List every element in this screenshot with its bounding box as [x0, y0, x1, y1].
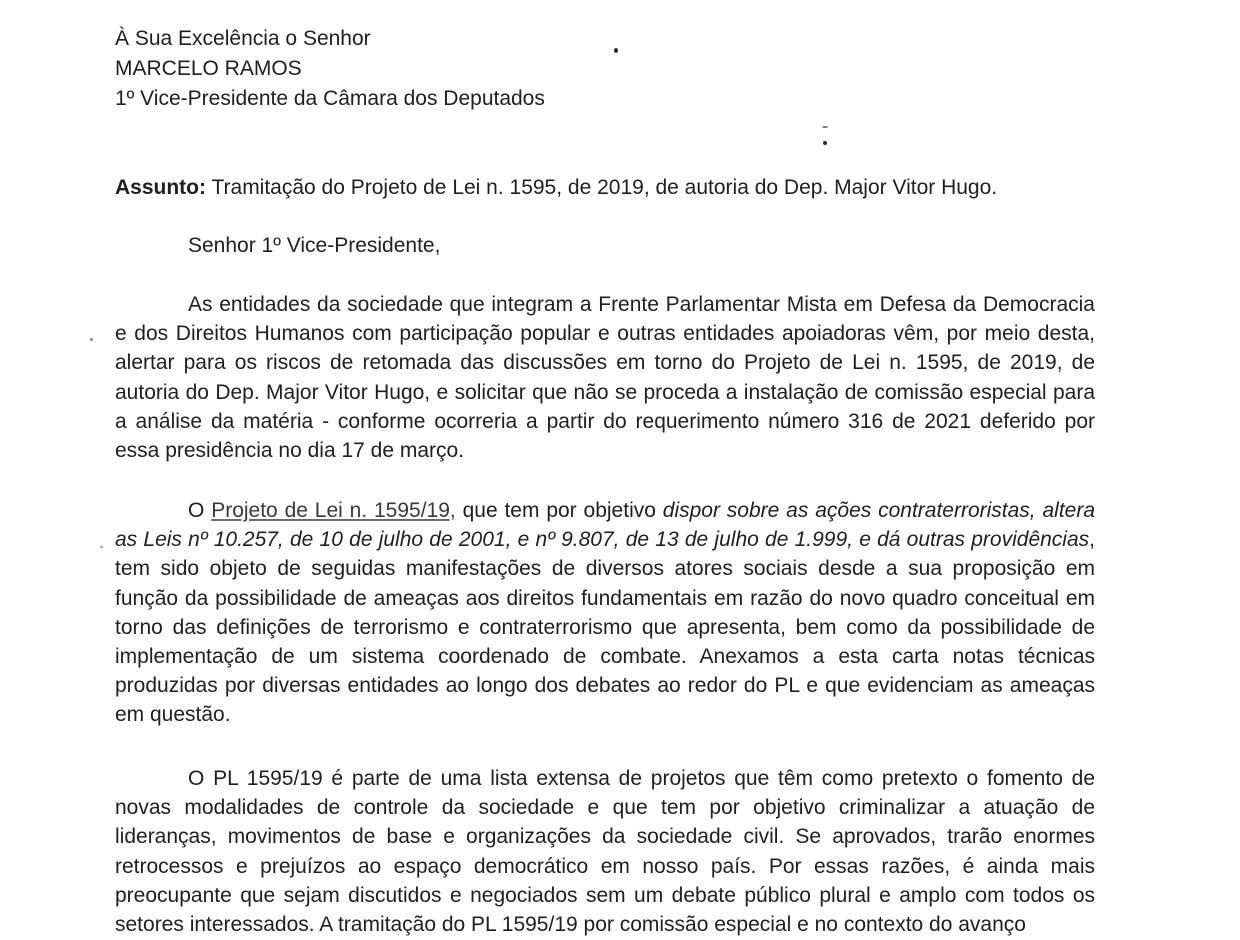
paragraph-2-rest: , tem sido objeto de seguidas manifestações de diversos atores sociais desde a sua proposição em função da possibilidade de ameaças aos direitos fundamentais em razão do novo quadro conceitual em torno das definições de terrorismo e contraterrorismo que apresenta, bem como da possibilidade de implementação de um sistema coordenado de combate. Anexamos a esta carta notas técnicas produzidas por diversas entidades ao longo dos debates ao redor do PL e que evidenciam as ameaças em questão.	[115, 528, 1095, 727]
paragraph-2-italic: dispor sobre as ações contraterroristas, altera as Leis nº 10.257, de 10 de julho de 2001, e nº 9.807, de 13 de julho de 1.999, e dá outras providências	[115, 499, 1096, 552]
scan-speck	[614, 48, 618, 53]
paragraph-1: As entidades da sociedade que integram a Frente Parlamentar Mista em Defesa da Democracia e dos Direitos Humanos com participação popular e outras entidades apoiadoras vêm, por meio desta, alertar para os riscos de retomada das discussões em torno do Projeto de Lei n. 1595, de 2019, de autoria do Dep. Major Vitor Hugo, e solicitar que não se proceda a instalação de comissão especial para a análise da matéria - conforme ocorreria a partir do requerimento número 316 de 2021 deferido por essa presidência no dia 17 de março.	[115, 293, 1095, 463]
subject-line	[115, 173, 997, 203]
addressee-block	[115, 24, 545, 114]
bill-link[interactable]: Projeto de Lei n. 1595/19,	[211, 499, 456, 522]
addressee-name: MARCELO RAMOS	[115, 57, 302, 80]
subject-label: Assunto:	[115, 176, 206, 199]
subject-text: Tramitação do Projeto de Lei n. 1595, de 2019, de autoria do Dep. Major Vitor Hugo.	[211, 176, 998, 199]
paragraph-3: O PL 1595/19 é parte de uma lista extensa de projetos que têm como pretexto o fomento de novas modalidades de controle da sociedade e que tem por objetivo criminalizar a atuação de lideranças, movimentos de base e organizações da sociedade civil. Se aprovados, trarão enormes retrocessos e prejuízos ao espaço democrático em nosso país. Por essas razões, é ainda mais preocupante que sejam discutidos e negociados sem um debate público plural e amplo com todos os setores interessados. A tramitação do PL 1595/19 por comissão especial e no contexto do avanço	[115, 767, 1095, 937]
paragraph-2	[115, 496, 1095, 730]
paragraph-2-mid: que tem por objetivo	[455, 499, 663, 522]
salutation: Senhor 1º Vice-Presidente,	[188, 234, 441, 257]
addressee-title: 1º Vice-Presidente da Câmara dos Deputados	[115, 87, 545, 110]
scan-speck	[100, 546, 103, 548]
scan-speck	[822, 126, 828, 128]
scan-speck	[90, 338, 93, 341]
scan-speck	[823, 141, 827, 145]
addressee-salutation-line: À Sua Excelência o Senhor	[115, 27, 371, 50]
paragraph-2-lead: O	[188, 499, 212, 522]
